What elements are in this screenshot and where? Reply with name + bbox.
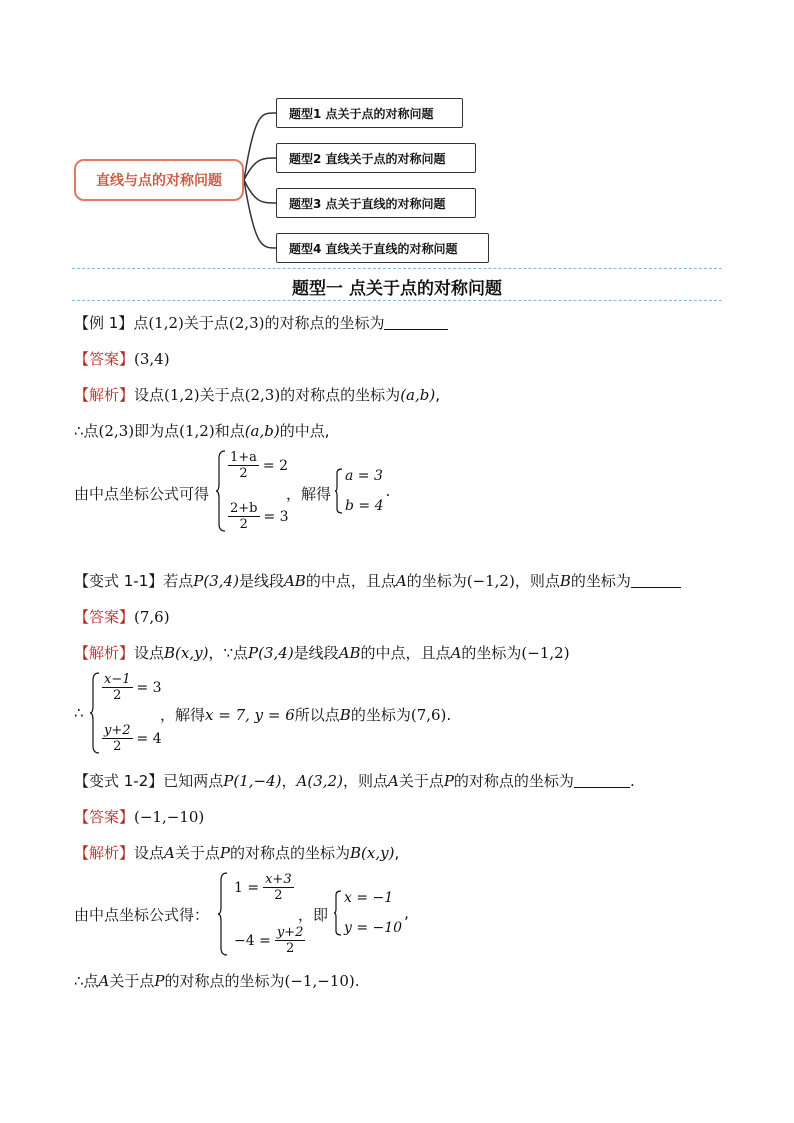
text: 的对称点的坐标为 [229, 844, 350, 862]
math: P [219, 844, 230, 862]
numerator: y+2 [104, 723, 131, 738]
math: −4 = [234, 932, 271, 949]
text: 的坐标为 [406, 572, 467, 590]
answer-tag: 【答案】 [74, 808, 135, 826]
ex1-system-2 [335, 468, 390, 514]
var12-answer [74, 806, 204, 827]
text: ，∵点 [208, 644, 249, 662]
var11-solution-line2 [160, 704, 451, 725]
text: 关于点 [109, 972, 155, 990]
text: 是线段 [238, 572, 284, 590]
math: B(x,y) [350, 844, 395, 862]
math: = 3 [136, 679, 162, 696]
text: 的坐标为 [570, 572, 631, 590]
solution-tag: 【解析】 [74, 644, 135, 662]
var11-system [90, 672, 166, 754]
var11-answer [74, 606, 170, 627]
answer-value: (−1,−10) [134, 808, 205, 826]
answer-tag: 【答案】 [74, 608, 135, 626]
text: ， [281, 772, 297, 790]
answer-value: (7,6) [134, 608, 170, 626]
ex1-answer [74, 348, 170, 369]
math: = 4 [136, 730, 162, 747]
text: . [354, 972, 360, 990]
section-title: 题型一 点关于点的对称问题 [292, 279, 502, 299]
text: 的对称点的坐标为 [164, 972, 285, 990]
text: ∴点 [74, 972, 99, 990]
answer-value: (3,4) [134, 350, 170, 368]
text: 的对称点的坐标为 [453, 772, 574, 790]
math: (2,3) [228, 314, 265, 332]
math: = 3 [263, 508, 289, 525]
math: AB [283, 572, 306, 590]
math: (7,6) [410, 706, 447, 724]
mindmap-connectors [0, 0, 794, 270]
ex1-system-1 [216, 450, 293, 532]
var12-system-2 [334, 890, 409, 936]
solution-tag: 【解析】 [74, 386, 135, 404]
text: 所以点 [294, 706, 340, 724]
math: A [450, 644, 462, 662]
math: P(1,−4) [223, 772, 282, 790]
math: B [559, 572, 571, 590]
var12-tag: 【变式 1-2】 [74, 772, 164, 790]
text: 设点 [134, 644, 165, 662]
math: B [339, 706, 351, 724]
text: 的中点，且点 [360, 644, 451, 662]
math: (2,3) [244, 386, 281, 404]
text: 若点 [163, 572, 194, 590]
math: (1,2) [148, 314, 184, 332]
text: 的对称点的坐标为 [280, 386, 401, 404]
math: a = 3 [345, 468, 383, 484]
answer-blank [631, 573, 681, 588]
math: B(x,y) [164, 644, 209, 662]
text: 的坐标为 [461, 644, 522, 662]
math: (1,2) [164, 386, 200, 404]
divider-bottom [72, 300, 722, 301]
denominator: 2 [274, 888, 283, 903]
text: ∴点 [74, 422, 99, 440]
text: 的中点，且点 [305, 572, 396, 590]
var11-solution-line1 [74, 642, 570, 663]
denominator: 2 [113, 739, 122, 754]
text: 的坐标为 [350, 706, 411, 724]
var12-solution-line3 [74, 970, 360, 991]
mindmap-branch-3: 题型3 点关于直线的对称问题 [276, 188, 476, 218]
math: A [98, 972, 110, 990]
math: (a,b) [400, 386, 436, 404]
math: P [443, 772, 454, 790]
math: = 2 [262, 457, 289, 474]
brace-icon [335, 468, 343, 514]
text: 的中点, [279, 422, 330, 440]
ex1-solve-label: ，解得 [286, 485, 332, 503]
math: (2,3) [98, 422, 135, 440]
text: , [404, 904, 409, 922]
math: A(3,2) [296, 772, 343, 790]
ex1-tag: 【例 1】 [74, 314, 134, 332]
text: 关于点 [398, 772, 444, 790]
text: ，解得 [160, 706, 206, 724]
denominator: 2 [239, 517, 248, 532]
text: . [385, 482, 391, 500]
math: x = −1 [344, 890, 394, 906]
denominator: 2 [239, 466, 248, 481]
var12-question [74, 770, 635, 791]
var11-question [74, 570, 681, 591]
text: 点 [133, 314, 149, 332]
text: 的对称点的坐标为 [264, 314, 385, 332]
var11-therefore: ∴ [74, 704, 84, 722]
text: 设点 [134, 386, 165, 404]
math: (1,2) [179, 422, 215, 440]
var12-solution-line1 [74, 842, 399, 863]
answer-blank [574, 773, 630, 788]
text: 关于点 [199, 386, 245, 404]
math: P [154, 972, 165, 990]
mindmap-branch-2: 题型2 直线关于点的对称问题 [276, 143, 476, 173]
text: 关于点 [174, 844, 220, 862]
numerator: 1+a [230, 450, 257, 465]
ex1-question [74, 312, 448, 333]
text: 关于点 [183, 314, 229, 332]
math: P(3,4) [193, 572, 239, 590]
brace-icon [216, 450, 226, 532]
math: A [164, 844, 175, 862]
denominator: 2 [113, 688, 122, 703]
math: x = 7, y = 6 [205, 706, 295, 724]
answer-tag: 【答案】 [74, 350, 135, 368]
ex1-solution-line2 [74, 420, 330, 441]
brace-icon [334, 890, 342, 936]
text: 和点 [214, 422, 245, 440]
mindmap-root: 直线与点的对称问题 [74, 159, 244, 201]
mindmap-branch-4: 题型4 直线关于直线的对称问题 [276, 233, 489, 263]
math: b = 4 [345, 498, 384, 514]
math: A [395, 572, 407, 590]
text: 设点 [134, 844, 165, 862]
math: 1 = [234, 879, 260, 896]
divider-top [72, 268, 722, 269]
numerator: x−1 [104, 672, 131, 687]
numerator: y+2 [276, 925, 304, 940]
numerator: x+3 [265, 872, 292, 887]
ex1-solution-line3-label: 由中点坐标公式可得 [74, 485, 210, 503]
ex1-solution-line1 [74, 384, 440, 405]
solution-tag: 【解析】 [74, 844, 135, 862]
math: A [387, 772, 399, 790]
math: AB [338, 644, 361, 662]
math: P(3,4) [248, 644, 294, 662]
math: (−1,2) [466, 572, 515, 590]
brace-icon [90, 672, 100, 754]
brace-icon [218, 872, 228, 956]
text: . [446, 706, 452, 724]
text: 已知两点 [163, 772, 224, 790]
answer-blank [384, 315, 448, 330]
var12-solution-line2-label: 由中点坐标公式得： [74, 906, 210, 924]
text: , [435, 386, 440, 404]
math: (a,b) [244, 422, 280, 440]
text: 即为点 [134, 422, 180, 440]
mindmap-branch-1: 题型1 点关于点的对称问题 [276, 98, 463, 128]
text: , [394, 844, 400, 862]
math: (−1,−10) [284, 972, 355, 990]
math: y = −10 [344, 920, 403, 936]
text: ，则点 [514, 572, 560, 590]
var12-system-1 [218, 872, 305, 956]
numerator: 2+b [230, 501, 258, 516]
denominator: 2 [285, 941, 295, 956]
var12-ie-label: ，即 [298, 906, 329, 924]
math: (−1,2) [521, 644, 570, 662]
text: 是线段 [293, 644, 339, 662]
text: ，则点 [342, 772, 388, 790]
text: . [629, 772, 635, 790]
var11-tag: 【变式 1-1】 [74, 572, 164, 590]
